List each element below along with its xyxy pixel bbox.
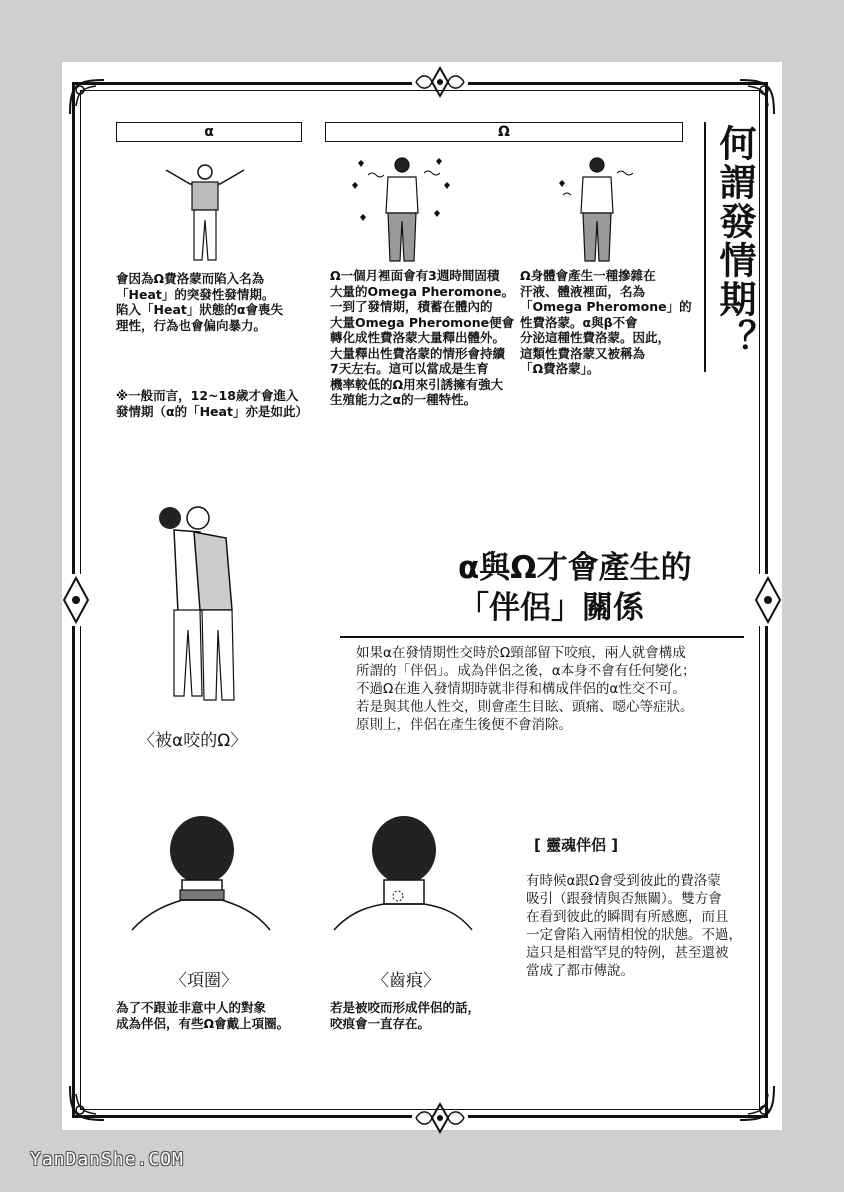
omega-pheromone-description: Ω身體會產生一種摻雜在 汗液、體液裡面，名為 「Omega Pheromone」的 性費洛蒙。α與β不會 分泌這種性費洛蒙。因此， 這類性費洛蒙又被稱為 「Ω費洛蒙」。 [520, 268, 692, 376]
omega-description: Ω一個月裡面會有3週時間固積 大量的Omega Pheromone。 一到了發情期，積蓄在體內的 大量Omega Pheromone便會 轉化成性費洛蒙大量釋出體外。 大量釋出性費洛蒙的情形會持續 7天左右。這可以當成是生育 機率較低的Ω用來引誘擁有強大 生殖能力之α的一種特性。 [330, 268, 515, 407]
alpha-header: α [116, 122, 302, 142]
mate-heading-rule [340, 636, 744, 638]
corner-ornament-top-right [738, 76, 778, 116]
alpha-figure-illustration [160, 160, 250, 265]
title-rule [704, 122, 706, 372]
omega-figure-illustration [350, 155, 460, 265]
collar-illustration [130, 812, 270, 932]
collar-description: 為了不跟並非意中人的對象 成為伴侶，有些Ω會戴上項圈。 [116, 1000, 290, 1031]
omega-figure-illustration-2 [555, 155, 645, 265]
bite-mark-description: 若是被咬而形成伴侶的話， 咬痕會一直存在。 [330, 1000, 481, 1031]
alpha-description: 會因為Ω費洛蒙而陷入名為 「Heat」的突發性發情期。 陷入「Heat」狀態的α會喪失 理性，行為也會偏向暴力。 [116, 271, 283, 333]
soul-mate-description: 有時候α跟Ω會受到彼此的費洛蒙 吸引（跟發情與否無關）。雙方會 在看到彼此的瞬間有所感應，而且 一定會陷入兩情相悅的狀態。不過， 這只是相當罕見的特例，甚至還被 當成了都市傳說。 [526, 873, 742, 979]
mate-heading: α與Ω才會產生的 「伴侶」關係 [458, 550, 692, 626]
bite-mark-caption: 〈齒痕〉 [372, 971, 440, 991]
bitten-omega-caption: 〈被α咬的Ω〉 [138, 731, 248, 751]
bitten-omega-illustration [150, 500, 250, 712]
alpha-note: ※一般而言，12~18歲才會進入 發情期（α的「Heat」亦是如此） [116, 388, 308, 419]
top-center-ornament [412, 66, 468, 98]
collar-caption: 〈項圈〉 [170, 971, 238, 991]
bottom-center-ornament [412, 1102, 468, 1134]
left-center-ornament [58, 574, 94, 626]
corner-ornament-bottom-right [738, 1084, 778, 1124]
page-title: 何謂發情期？ [713, 124, 756, 358]
corner-ornament-top-left [66, 76, 106, 116]
mate-description: 如果α在發情期性交時於Ω頸部留下咬痕，兩人就會構成 所謂的「伴侶」。成為伴侶之後，α本身不會有任何變化； 不過Ω在進入發情期時就非得和構成伴侶的α性交不可。 若是與其他人性交，則會產生目眩、頭痛、噁心等症狀。 原則上，伴侶在產生後便不會消除。 [356, 645, 696, 733]
site-watermark: YanDanShe.COM [30, 1149, 184, 1170]
bite-mark-illustration [332, 812, 472, 932]
corner-ornament-bottom-left [66, 1084, 106, 1124]
omega-header: Ω [325, 122, 683, 142]
soul-mate-heading: [ 靈魂伴侶 ] [534, 836, 619, 854]
